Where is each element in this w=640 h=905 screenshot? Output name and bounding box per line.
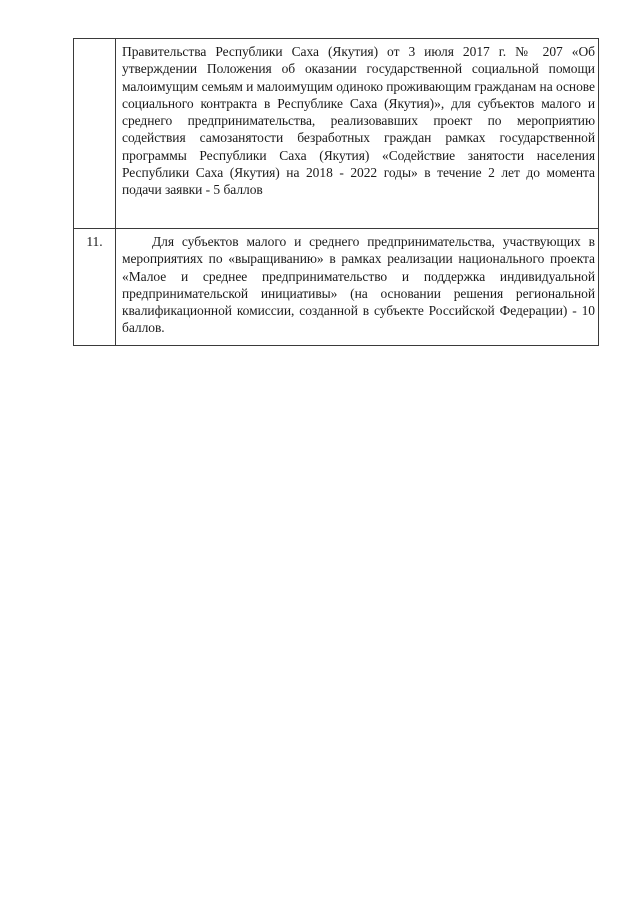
criteria-table	[73, 38, 599, 346]
criterion-text: Правительства Республики Саха (Якутия) от 3 июля 2017 г. № 207 «Об утверждении Положения об оказании государственной социальной помощи малоимущим семьям и малоимущим одиноко проживающим гражданам на основе социального контракта в Республике Саха (Якутия)», для субъектов малого и среднего предпринимательства, реализовавших проект по мероприятию содействия самозанятости безработных граждан рамках государственной программы Республики Саха (Якутия) «Содействие занятости населения Республики Саха (Якутия) на 2018 - 2022 годы» в течение 2 лет до момента подачи заявки - 5 баллов	[122, 44, 595, 198]
criterion-text: Для субъектов малого и среднего предпринимательства, участвующих в мероприятиях по «выращиванию» в рамках реализации национального проекта «Малое и среднее предпринимательство и поддержка индивидуальной предпринимательской инициативы» (на основании решения региональной квалификационной комиссии, созданной в субъекте Российской Федерации) - 10 баллов.	[122, 234, 595, 336]
row-number-cell: 11.	[74, 229, 116, 346]
row-text-cell	[116, 39, 599, 229]
table-row	[74, 39, 599, 229]
row-text-cell	[116, 229, 599, 346]
row-number-cell	[74, 39, 116, 229]
table-row	[74, 229, 599, 346]
